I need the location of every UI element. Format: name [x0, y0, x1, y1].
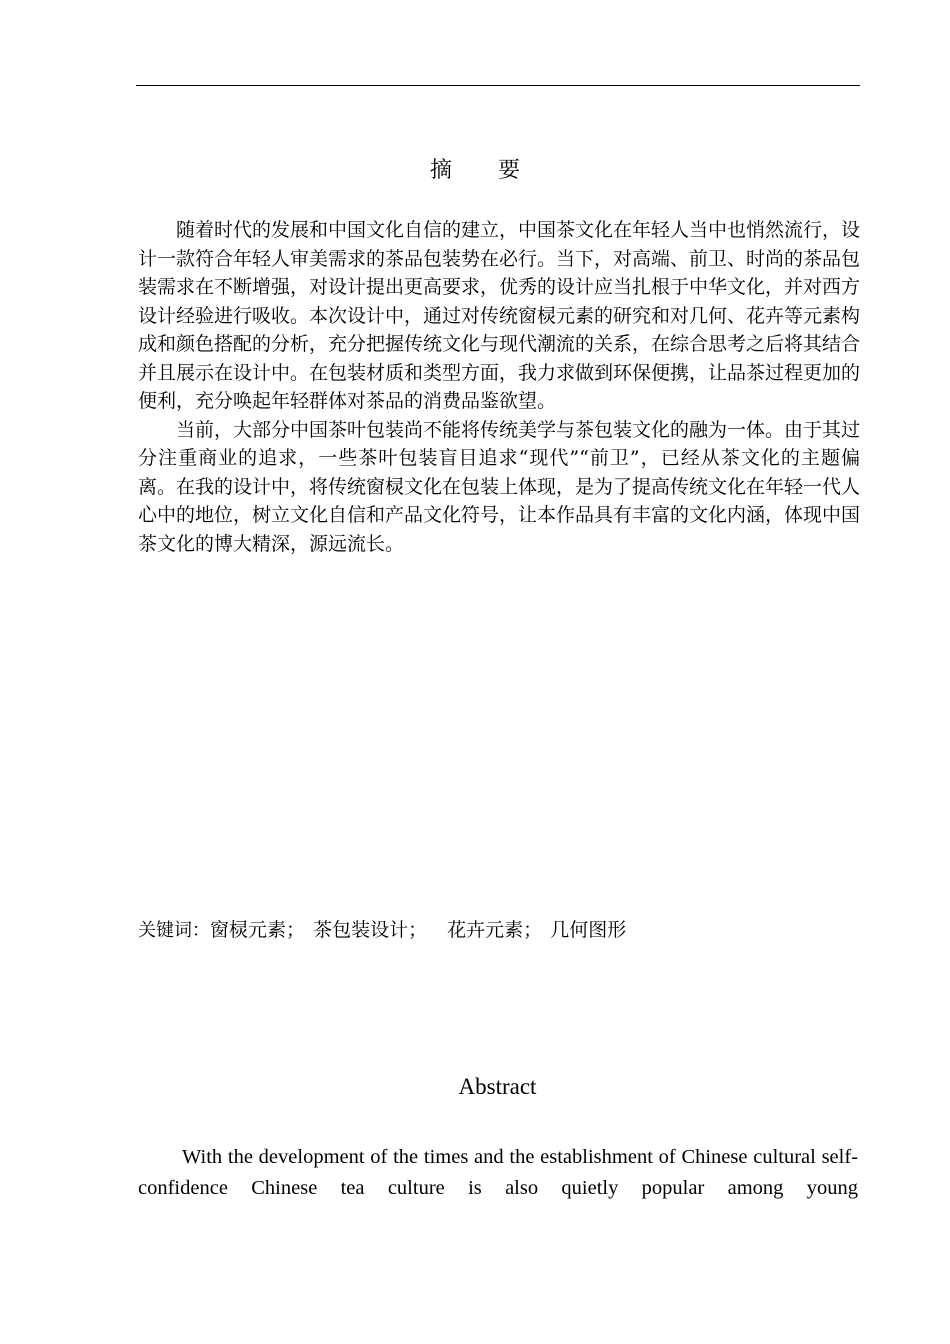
keyword-item: 窗棂元素；: [210, 919, 306, 941]
abstract-zh-paragraph-2: 当前，大部分中国茶叶包装尚不能将传统美学与茶包装文化的融为一体。由于其过分注重商业的追求，一些茶叶包装盲目追求“现代”“前卫”，已经从茶文化的主题偏离。在我的设计中，将传统窗棂文化在包装上体现，是为了提高传统文化在年轻一代人心中的地位，树立文化自信和产品文化符号，让本作品具有丰富的文化内涵，体现中国茶文化的博大精深，源远流长。: [138, 418, 861, 555]
abstract-en-body: [138, 1142, 858, 1204]
keyword-item: 茶包装设计；: [313, 919, 428, 941]
abstract-en-title: Abstract: [458, 1074, 537, 1099]
abstract-zh-body: [138, 216, 860, 558]
abstract-zh-title: [0, 153, 950, 184]
keywords-label: 关键词：: [138, 920, 210, 941]
abstract-en-paragraph: With the development of the times and the establishment of Chinese cultural self-confidence Chinese tea culture is also quietly popular among young: [138, 1146, 858, 1199]
abstract-zh-title-part2: 要: [498, 158, 521, 183]
abstract-zh-title-part1: 摘: [429, 158, 452, 183]
header-rule: [136, 85, 860, 86]
keywords-line: [138, 916, 860, 945]
abstract-zh-paragraph-1: 随着时代的发展和中国文化自信的建立，中国茶文化在年轻人当中也悄然流行，设计一款符合年轻人审美需求的茶品包装势在必行。当下，对高端、前卫、时尚的茶品包装需求在不断增强，对设计提出更高要求，优秀的设计应当扎根于中华文化，并对西方设计经验进行吸收。本次设计中，通过对传统窗棂元素的研究和对几何、花卉等元素构成和颜色搭配的分析，充分把握传统文化与现代潮流的关系，在综合思考之后将其结合并且展示在设计中。在包装材质和类型方面，我力求做到环保便携，让品茶过程更加的便利，充分唤起年轻群体对茶品的消费品鉴欲望。: [138, 219, 861, 412]
keyword-item: 花卉元素；: [447, 919, 543, 941]
keyword-item: 几何图形: [550, 919, 627, 941]
